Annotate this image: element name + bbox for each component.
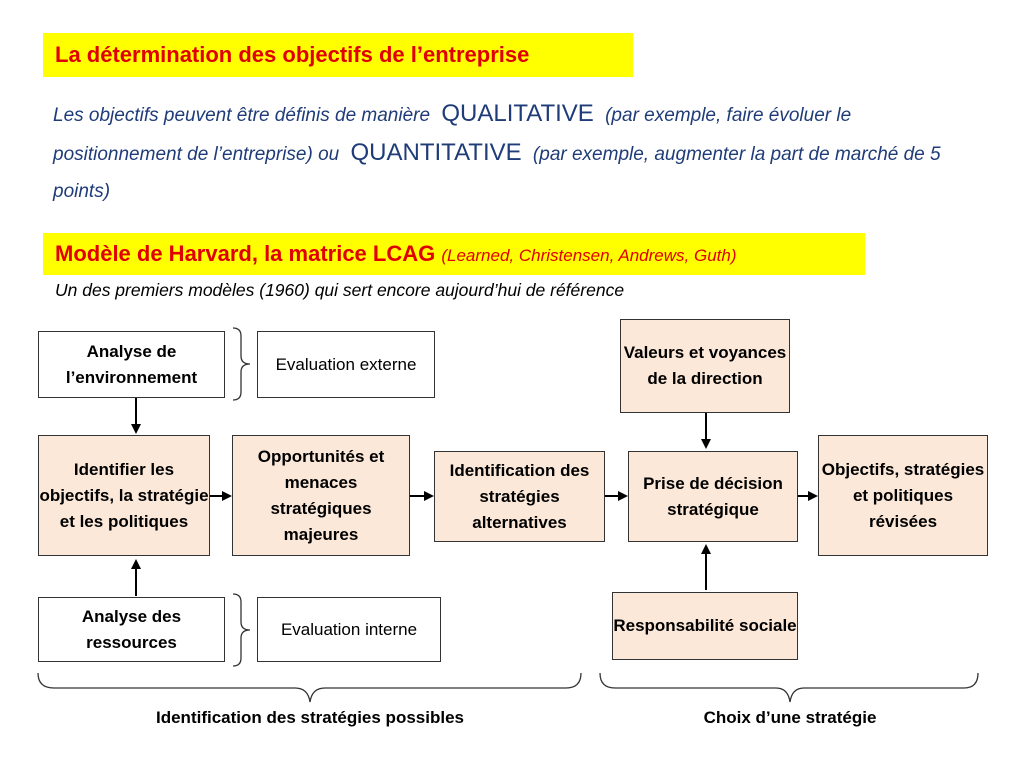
box-social-responsibility: Responsabilité sociale [612, 592, 798, 660]
box-resources-analysis: Analyse des ressources [38, 597, 225, 662]
section-title-harvard-text: Modèle de Harvard, la matrice LCAG [55, 241, 436, 266]
brace-choice-strategy [600, 673, 978, 702]
caption-strategy-choice: Choix d’une stratégie [703, 708, 877, 727]
box-strategic-decision: Prise de décision stratégique [628, 451, 798, 542]
box-environment-analysis: Analyse de l’environnement [38, 331, 225, 398]
brace-external [233, 328, 250, 400]
intro-part1: Les objectifs peuvent être définis de manière [53, 105, 431, 126]
caption-possible-strategies: Identification des stratégies possibles [156, 708, 464, 727]
box-external-evaluation: Evaluation externe [257, 331, 435, 398]
brace-internal [233, 594, 250, 666]
box-management-values: Valeurs et voyances de la direction [620, 319, 790, 413]
keyword-qualitative: QUALITATIVE [441, 100, 594, 127]
intro-part3: (par exemple, augmenter la part de marché de 5 points) [53, 144, 941, 202]
box-identify-objectives: Identifier les objectifs, la stratégie et les politiques [38, 435, 210, 556]
brace-possible-strategies [38, 673, 581, 702]
model-subtitle: Un des premiers modèles (1960) qui sert encore aujourd’hui de référence [55, 280, 625, 300]
section-title-objectives-text: La détermination des objectifs de l’entreprise [55, 42, 530, 67]
section-title-authors: (Learned, Christensen, Andrews, Guth) [441, 246, 737, 265]
keyword-quantitative: QUANTITATIVE [350, 139, 522, 166]
box-internal-evaluation: Evaluation interne [257, 597, 441, 662]
box-opportunities-threats: Opportunités et menaces stratégiques majeures [232, 435, 410, 556]
box-alternative-strategies: Identification des stratégies alternatives [434, 451, 605, 542]
intro-part2: (par exemple, faire évoluer le positionnement de l’entreprise) ou [53, 105, 852, 165]
box-revised-objectives: Objectifs, stratégies et politiques révisées [818, 435, 988, 556]
